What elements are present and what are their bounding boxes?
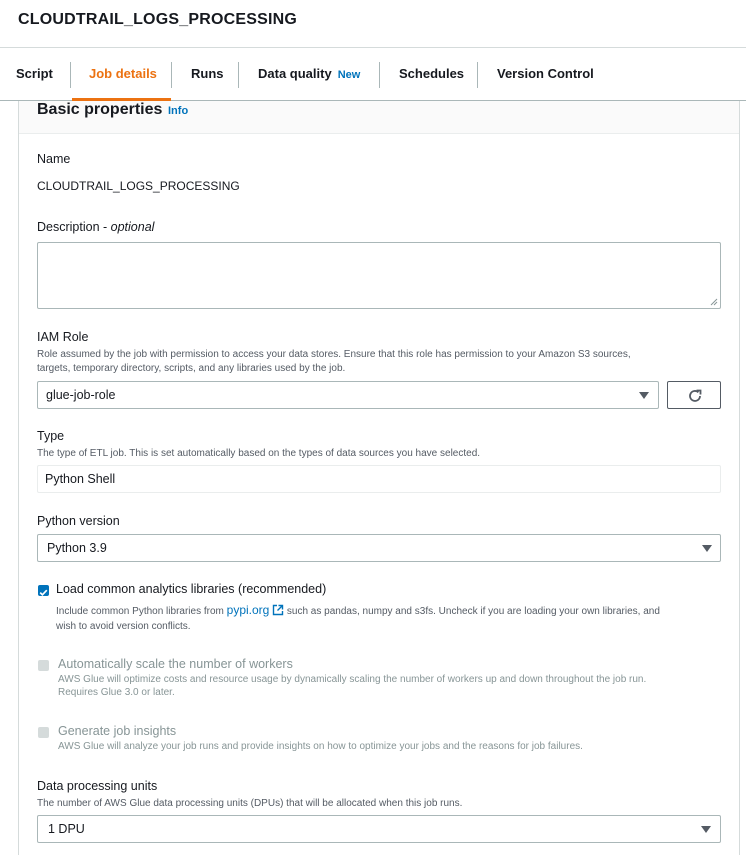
tab-divider: [379, 62, 380, 88]
load-libraries-help-prefix: Include common Python libraries from: [56, 606, 224, 617]
python-version-select[interactable]: [37, 534, 721, 562]
type-field: [37, 465, 721, 493]
tab-divider: [171, 62, 172, 88]
tab-job-details[interactable]: Job details: [89, 66, 157, 81]
dpu-help: The number of AWS Glue data processing units (DPUs) that will be allocated when this job runs.: [37, 798, 463, 809]
auto-scale-help: AWS Glue will optimize costs and resource usage by dynamically scaling the number of workers up and down throughout the job run.: [58, 674, 647, 685]
load-libraries-checkbox[interactable]: [38, 585, 49, 596]
tab-data-quality-label: Data quality: [258, 66, 332, 81]
dpu-label: Data processing units: [37, 779, 158, 793]
name-value: CLOUDTRAIL_LOGS_PROCESSING: [37, 179, 240, 193]
panel-header: [19, 101, 739, 134]
tab-divider: [477, 62, 478, 88]
load-libraries-label[interactable]: Load common analytics libraries (recommended): [56, 582, 327, 596]
type-help: The type of ETL job. This is set automatically based on the types of data sources you have selected.: [37, 448, 481, 459]
job-insights-checkbox[interactable]: [38, 727, 49, 738]
section-title: Basic properties: [37, 101, 163, 118]
new-badge: New: [337, 69, 361, 81]
caret-down-icon: [701, 826, 711, 833]
name-label: Name: [37, 152, 71, 166]
caret-down-icon: [702, 545, 712, 552]
pypi-link[interactable]: pypi.org: [226, 603, 270, 617]
tab-divider: [70, 62, 71, 88]
caret-down-icon: [639, 392, 649, 399]
job-insights-help: AWS Glue will analyze your job runs and provide insights on how to optimize your jobs and the reasons for job failures.: [58, 741, 583, 752]
python-version-label: Python version: [37, 514, 120, 528]
dpu-value: 1 DPU: [48, 822, 85, 836]
optional-text: optional: [110, 220, 155, 234]
auto-scale-label: Automatically scale the number of workers: [58, 657, 293, 671]
tab-runs[interactable]: Runs: [191, 66, 224, 81]
iam-role-help-2: targets, temporary directory, scripts, and any libraries used by the job.: [37, 363, 346, 374]
load-libraries-help-2: wish to avoid version conflicts.: [56, 621, 191, 632]
iam-role-select[interactable]: [37, 381, 659, 409]
tab-script[interactable]: Script: [16, 66, 53, 81]
info-link[interactable]: Info: [168, 105, 189, 117]
job-insights-label: Generate job insights: [58, 724, 177, 738]
resize-grip-icon[interactable]: [710, 298, 718, 306]
description-label-text: Description -: [37, 220, 111, 234]
tab-bar: [0, 48, 746, 101]
description-label: [37, 220, 154, 234]
iam-role-value: glue-job-role: [46, 388, 116, 402]
checkmark-icon: [38, 587, 49, 598]
load-libraries-help: [56, 603, 726, 619]
tab-schedules[interactable]: Schedules: [399, 66, 465, 81]
tab-data-quality[interactable]: [258, 66, 360, 81]
load-libraries-help-suffix: such as pandas, numpy and s3fs. Uncheck if you are loading your own libraries, and: [286, 606, 660, 617]
external-link-icon[interactable]: [272, 604, 284, 616]
auto-scale-help-2: Requires Glue 3.0 or later.: [58, 687, 175, 698]
tab-version-control[interactable]: Version Control: [497, 66, 594, 81]
page-title: CLOUDTRAIL_LOGS_PROCESSING: [18, 11, 298, 28]
dpu-select[interactable]: [37, 815, 721, 843]
iam-role-label: IAM Role: [37, 330, 89, 344]
tab-divider: [238, 62, 239, 88]
iam-role-help: Role assumed by the job with permission to access your data stores. Ensure that this role has permission to your Amazon S3 sources,: [37, 349, 631, 360]
type-label: Type: [37, 429, 65, 443]
page-header: [0, 0, 746, 48]
refresh-button[interactable]: [667, 381, 721, 409]
refresh-icon: [687, 388, 703, 404]
description-textarea[interactable]: [37, 242, 721, 309]
auto-scale-checkbox[interactable]: [38, 660, 49, 671]
type-value: Python Shell: [45, 472, 116, 486]
python-version-value: Python 3.9: [47, 541, 107, 555]
